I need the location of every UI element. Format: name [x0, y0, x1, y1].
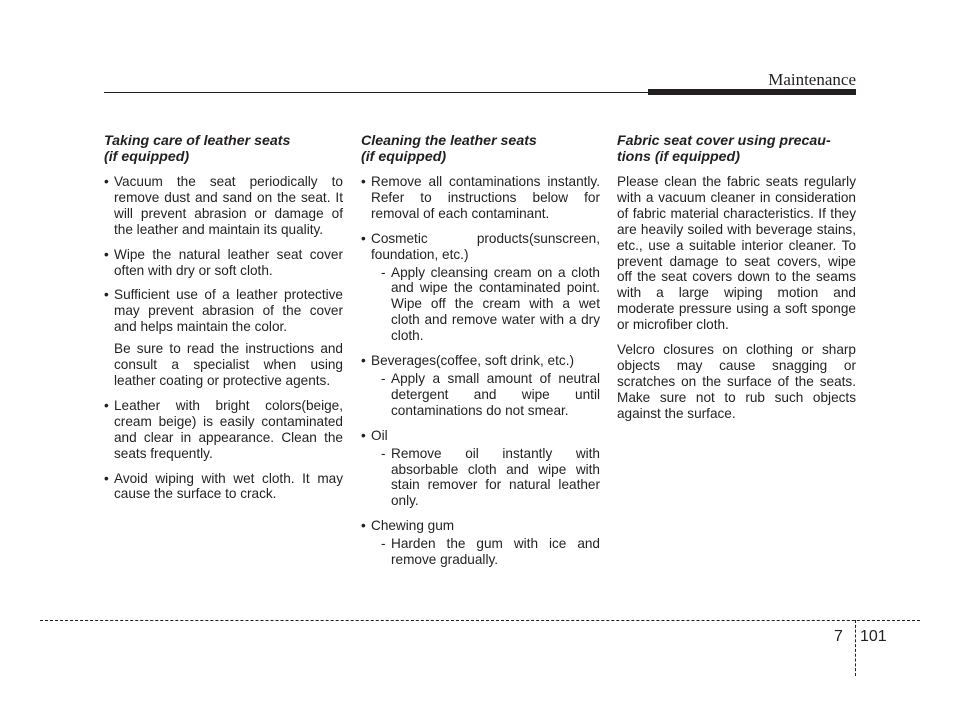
section-heading: Taking care of leather seats (if equipped) — [104, 133, 291, 165]
sub-instruction: - Apply a small amount of neutral detergent and wipe until contaminations do not smear. — [371, 371, 600, 419]
column-leather-cleaning — [361, 133, 600, 577]
page-number: 101 — [860, 628, 887, 645]
list-item — [361, 353, 600, 419]
column-leather-care — [104, 133, 343, 511]
section-heading: Fabric seat cover using precau- tions (if equipped) — [617, 133, 831, 165]
list-item-label: • Beverages(coffee, soft drink, etc.) — [371, 353, 574, 369]
section-heading: Cleaning the leather seats (if equipped) — [361, 133, 537, 165]
list-item — [361, 231, 600, 344]
list-item-label: • Chewing gum — [371, 518, 455, 534]
page-section-title: Maintenance — [768, 70, 856, 89]
list-item — [361, 428, 600, 510]
list-item — [361, 518, 600, 568]
footer-rule — [40, 620, 920, 621]
header-accent-bar — [648, 89, 856, 95]
list-item: • Leather with bright colors(beige, cream beige) is easily contaminated and clear in appearance. Clean the seats frequently. — [104, 398, 343, 462]
chapter-number: 7 — [834, 628, 843, 645]
list-item-label: • Cosmetic products(sunscreen, foundation, etc.) — [371, 230, 600, 262]
column-fabric-seat — [617, 133, 856, 431]
paragraph: Please clean the fabric seats regularly with a vacuum cleaner in consideration of fabric material characteristics. If they are heavily soiled with beverage stains, etc., use a suitable interior cleaner. To prevent damage to seat covers, wipe off the seat covers down to the seams with a large wiping motion and moderate pressure using a soft sponge or microfiber cloth. — [617, 174, 856, 333]
list-item: • Remove all contaminations instantly. Refer to instructions below for removal of each contaminant. — [361, 174, 600, 222]
list-item: • Avoid wiping with wet cloth. It may cause the surface to crack. — [104, 471, 343, 503]
list-item: • Sufficient use of a leather protective may prevent abrasion of the cover and helps maintain the color. — [104, 287, 343, 335]
header-rule — [104, 92, 648, 93]
footer-divider — [855, 620, 856, 676]
list-item-note: Be sure to read the instructions and consult a specialist when using leather coating or protective agents. — [114, 341, 343, 388]
sub-instruction: - Apply cleansing cream on a cloth and wipe the contaminated point. Wipe off the cream with a wet cloth and remove water with a dry cloth. — [371, 265, 600, 345]
list-item: • Vacuum the seat periodically to remove dust and sand on the seat. It will prevent abrasion or damage of the leather and maintain its quality. — [104, 174, 343, 238]
paragraph: Velcro closures on clothing or sharp objects may cause snagging or scratches on the surface of the seats. Make sure not to rub such objects against the surface. — [617, 342, 856, 421]
list-item-label: • Oil — [371, 427, 388, 443]
sub-instruction: - Remove oil instantly with absorbable cloth and wipe with stain remover for natural leather only. — [371, 446, 600, 510]
sub-instruction: - Harden the gum with ice and remove gradually. — [371, 536, 600, 568]
list-item: • Wipe the natural leather seat cover often with dry or soft cloth. — [104, 247, 343, 279]
